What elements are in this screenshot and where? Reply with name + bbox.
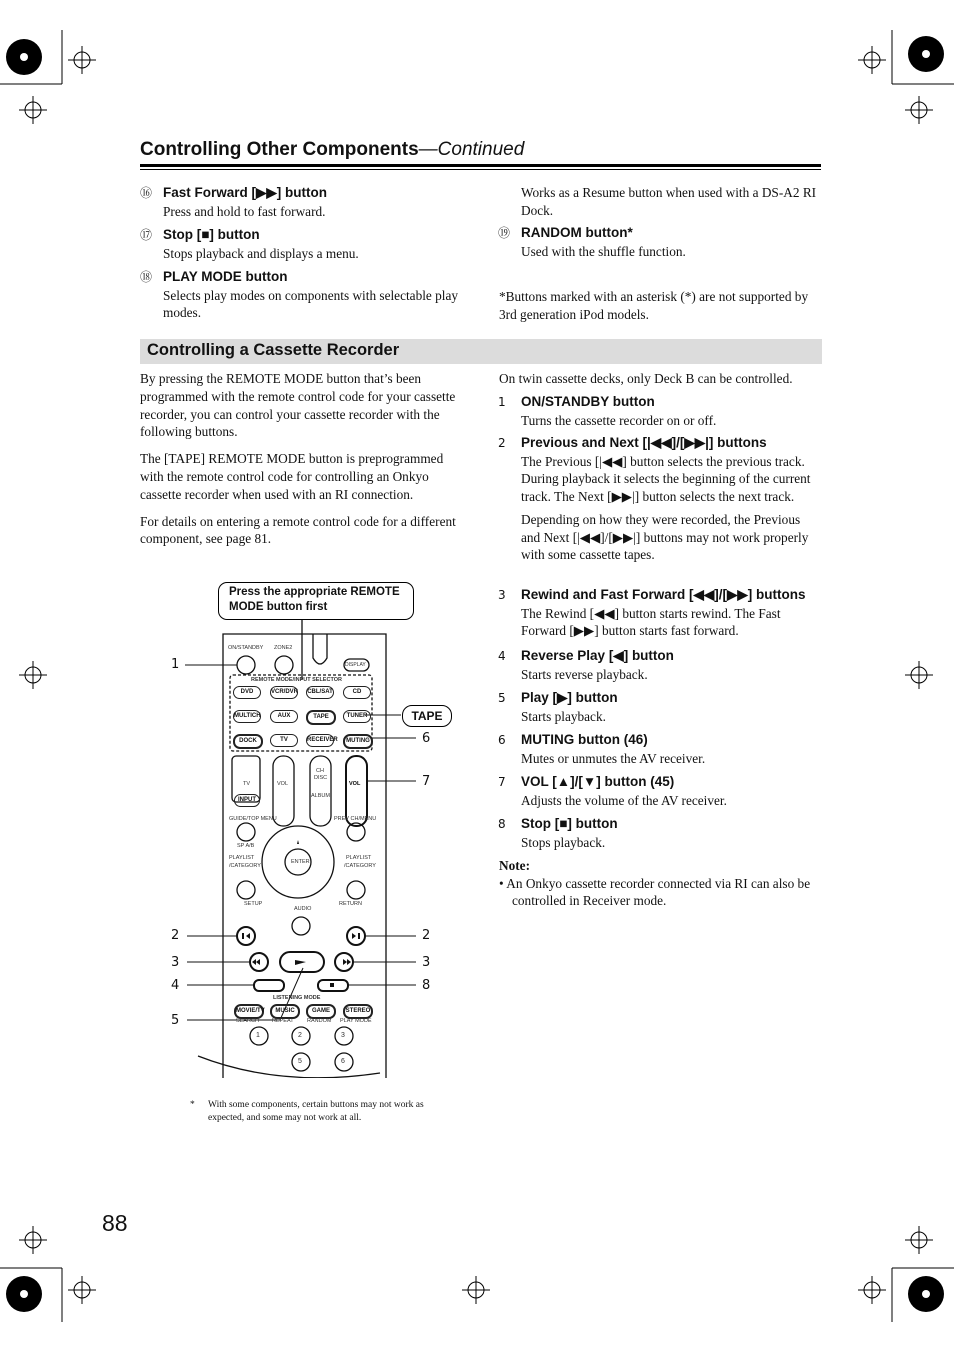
item-title: Stop [■] button	[163, 227, 260, 242]
item-title: VOL [▲]/[▼] button (45)	[521, 774, 675, 789]
item-desc: Adjusts the volume of the AV receiver.	[521, 792, 727, 808]
tv-label: TV	[243, 781, 251, 787]
digit-6: 6	[341, 1058, 345, 1065]
dock-button[interactable]: DOCK	[233, 734, 263, 749]
dvd-button[interactable]: DVD	[233, 686, 261, 699]
vcr-dvr-button[interactable]: VCR/DVR	[270, 686, 298, 699]
note-text: An Onkyo cassette recorder connected via RI can also be controlled in Receiver mode.	[506, 875, 811, 908]
item-title: Previous and Next [|◀◀]/[▶▶|] buttons	[521, 435, 767, 450]
category-left-label: /CATEGORY	[229, 863, 261, 869]
footnote-text: With some components, certain buttons may not work as expected, and some may not work at all.	[208, 1100, 424, 1123]
item-fast-forward: ⑯ Fast Forward [▶▶] button Press and hold to fast forward.	[163, 184, 483, 226]
playlist-left-label: PLAYLIST	[229, 855, 255, 861]
vol-right-label: VOL	[349, 781, 361, 787]
callout-number: 3	[422, 955, 431, 970]
cbl-sat-button[interactable]: CBL/SAT	[306, 686, 334, 699]
paragraph: For details on entering a remote control code for a different component, see page 81.	[140, 513, 456, 547]
disc-label: DISC	[314, 775, 328, 781]
item-reverse-play: 4 Reverse Play [◀] button Starts reverse playback.	[521, 647, 821, 689]
callout-number: 3	[171, 955, 180, 970]
left-body	[140, 370, 465, 557]
item-desc: The Rewind [◀◀] button starts rewind. The Fast Forward [▶▶] button starts fast forward.	[521, 605, 781, 638]
item-title: Stop [■] button	[521, 816, 618, 831]
paragraph: The [TAPE] REMOTE MODE button is preprogrammed with the remote control code for controlling an Onkyo cassette recorder when used with an RI connection.	[140, 451, 444, 502]
item-title: PLAY MODE button	[163, 269, 288, 284]
tv-button[interactable]: TV	[270, 734, 298, 747]
section-title: Controlling a Cassette Recorder	[147, 341, 400, 359]
return-label: RETURN	[339, 901, 362, 907]
asterisk-note: *Buttons marked with an asterisk (*) are not supported by 3rd generation iPod models.	[499, 289, 809, 322]
multich-button[interactable]: MULTICH	[233, 710, 261, 723]
listening-mode-label: LISTENING MODE	[273, 995, 321, 1001]
stereo-button[interactable]: STEREO	[343, 1004, 373, 1019]
item-title: Reverse Play [◀] button	[521, 648, 674, 663]
item-desc: Depending on how they were recorded, the Previous and Next [|◀◀]/[▶▶|] buttons may not work properly with some cassette tapes.	[521, 512, 809, 562]
item-on-standby: 1 ON/STANDBY button Turns the cassette recorder on or off.	[521, 393, 821, 435]
item-vol: 7 VOL [▲]/[▼] button (45) Adjusts the volume of the AV receiver.	[521, 773, 821, 815]
item-random: ⑲ RANDOM button* Used with the shuffle function.	[521, 224, 821, 266]
page-header	[140, 139, 524, 161]
display-label: DISPLAY	[345, 662, 366, 668]
item-desc: Press and hold to fast forward.	[163, 203, 326, 219]
right-intro: On twin cassette decks, only Deck B can be controlled.	[499, 371, 793, 386]
tape-callout: TAPE	[402, 705, 452, 727]
digit-5: 5	[298, 1058, 302, 1065]
album-label: ALBUM	[311, 793, 330, 799]
paragraph: By pressing the REMOTE MODE button that’s been programmed with the remote control code for your cassette recorder, you can control your cassette recorder with the following buttons.	[140, 371, 456, 440]
ch-label: CH	[316, 768, 324, 774]
digit-1: 1	[256, 1032, 260, 1039]
callout-number: 2	[422, 928, 431, 943]
item-desc: Starts playback.	[521, 708, 606, 724]
movie-tv-button[interactable]: MOVIE/TV	[234, 1004, 264, 1019]
callout-number: 2	[171, 928, 180, 943]
note: Note: • An Onkyo cassette recorder connected via RI can also be controlled in Receiver mode.	[499, 857, 821, 910]
callout-box: Press the appropriate REMOTE MODE button first	[218, 582, 414, 620]
on-standby-label: ON/STANDBY	[228, 645, 264, 651]
item-desc: Used with the shuffle function.	[521, 243, 686, 259]
audio-label: AUDIO	[294, 906, 312, 912]
playlist-right-label: PLAYLIST	[346, 855, 372, 861]
footnote	[190, 1099, 450, 1125]
tape-button[interactable]: TAPE	[306, 710, 336, 725]
callout-number: 4	[171, 978, 180, 993]
digit-3: 3	[341, 1032, 345, 1039]
selector-label: REMOTE MODE/INPUT SELECTOR	[251, 677, 342, 683]
item-stop-8: 8 Stop [■] button Stops playback.	[521, 815, 821, 857]
item-play-mode: ⑱ PLAY MODE button Selects play modes on components with selectable play modes.	[163, 268, 463, 328]
enter-label: ENTER	[291, 859, 310, 865]
item-title: RANDOM button*	[521, 225, 633, 240]
item-title: ON/STANDBY button	[521, 394, 655, 409]
item-desc: Stops playback and displays a menu.	[163, 245, 359, 261]
section-heading	[140, 339, 822, 364]
input-button[interactable]: INPUT	[234, 794, 260, 807]
zone2-label: ZONE2	[274, 645, 293, 651]
item-desc: Starts reverse playback.	[521, 666, 648, 682]
repeat-label: REPEAT	[272, 1018, 294, 1024]
item-rewind-ff: 3 Rewind and Fast Forward [◀◀]/[▶▶] buttons The Rewind [◀◀] button starts rewind. The Fast Forward [▶▶] button starts fast forward.	[521, 586, 826, 646]
setup-label: SETUP	[244, 901, 263, 907]
header-rule	[140, 164, 821, 167]
callout-number: 5	[171, 1013, 180, 1028]
tuner-button[interactable]: TUNER	[343, 710, 371, 723]
cd-button[interactable]: CD	[343, 686, 371, 699]
header-title: Controlling Other Components	[140, 139, 419, 160]
item-desc: Mutes or unmutes the AV receiver.	[521, 750, 706, 766]
page-number: 88	[102, 1210, 128, 1236]
game-button[interactable]: GAME	[306, 1004, 336, 1019]
random-label: RANDOM	[307, 1018, 332, 1024]
item-title: Rewind and Fast Forward [◀◀]/[▶▶] buttons	[521, 587, 806, 602]
callout-number: 7	[422, 774, 431, 789]
digit-2: 2	[298, 1032, 302, 1039]
item-desc: Selects play modes on components with selectable play modes.	[163, 287, 459, 320]
item-desc: The Previous [|◀◀] button selects the previous track. During playback it selects the beginning of the current track. The Next [▶▶|] button selects the next track.	[521, 453, 811, 504]
item-prev-next: 2 Previous and Next [|◀◀]/[▶▶|] buttons The Previous [|◀◀] button selects the previous track. During playback it selects the beginning of the current track. The Next [▶▶|] button selects the next track. Depending on how they were recorded, the Previous and Next [|◀◀]/[▶▶|] buttons may not work properly with some cassette tapes.	[521, 434, 821, 570]
item-desc: Turns the cassette recorder on or off.	[521, 412, 717, 428]
header-rule-thin	[140, 169, 821, 170]
item-desc: Stops playback.	[521, 834, 606, 850]
play-mode-label: PLAY MODE	[340, 1018, 372, 1024]
aux-button[interactable]: AUX	[270, 710, 298, 723]
footnote-mark: *	[190, 1100, 195, 1110]
vol-label: VOL	[277, 781, 289, 787]
note-label: Note:	[499, 858, 531, 873]
callout-number: 8	[422, 978, 431, 993]
item-play: 5 Play [▶] button Starts playback.	[521, 689, 821, 731]
callout-number: 1	[171, 657, 180, 672]
callout-number: 6	[422, 731, 431, 746]
guide-label: GUIDE/TOP MENU	[229, 816, 277, 822]
item-title: MUTING button (46)	[521, 732, 648, 747]
item-title: Fast Forward [▶▶] button	[163, 185, 327, 200]
continuation-text: Works as a Resume button when used with a DS-A2 RI Dock.	[521, 185, 817, 218]
sp-ab-label: SP A/B	[237, 843, 255, 849]
item-muting: 6 MUTING button (46) Mutes or unmutes the AV receiver.	[521, 731, 821, 773]
header-continued: —Continued	[418, 139, 525, 160]
category-right-label: /CATEGORY	[344, 863, 376, 869]
prev-ch-label: PREV CH/MENU	[334, 816, 377, 822]
item-title: Play [▶] button	[521, 690, 618, 705]
receiver-button[interactable]: RECEIVER	[306, 734, 334, 747]
music-button[interactable]: MUSIC	[270, 1004, 300, 1019]
item-stop-16: ⑰ Stop [■] button Stops playback and displays a menu.	[163, 226, 483, 268]
search-label: SEARCH	[236, 1018, 259, 1024]
muting-button[interactable]: MUTING	[343, 734, 373, 749]
